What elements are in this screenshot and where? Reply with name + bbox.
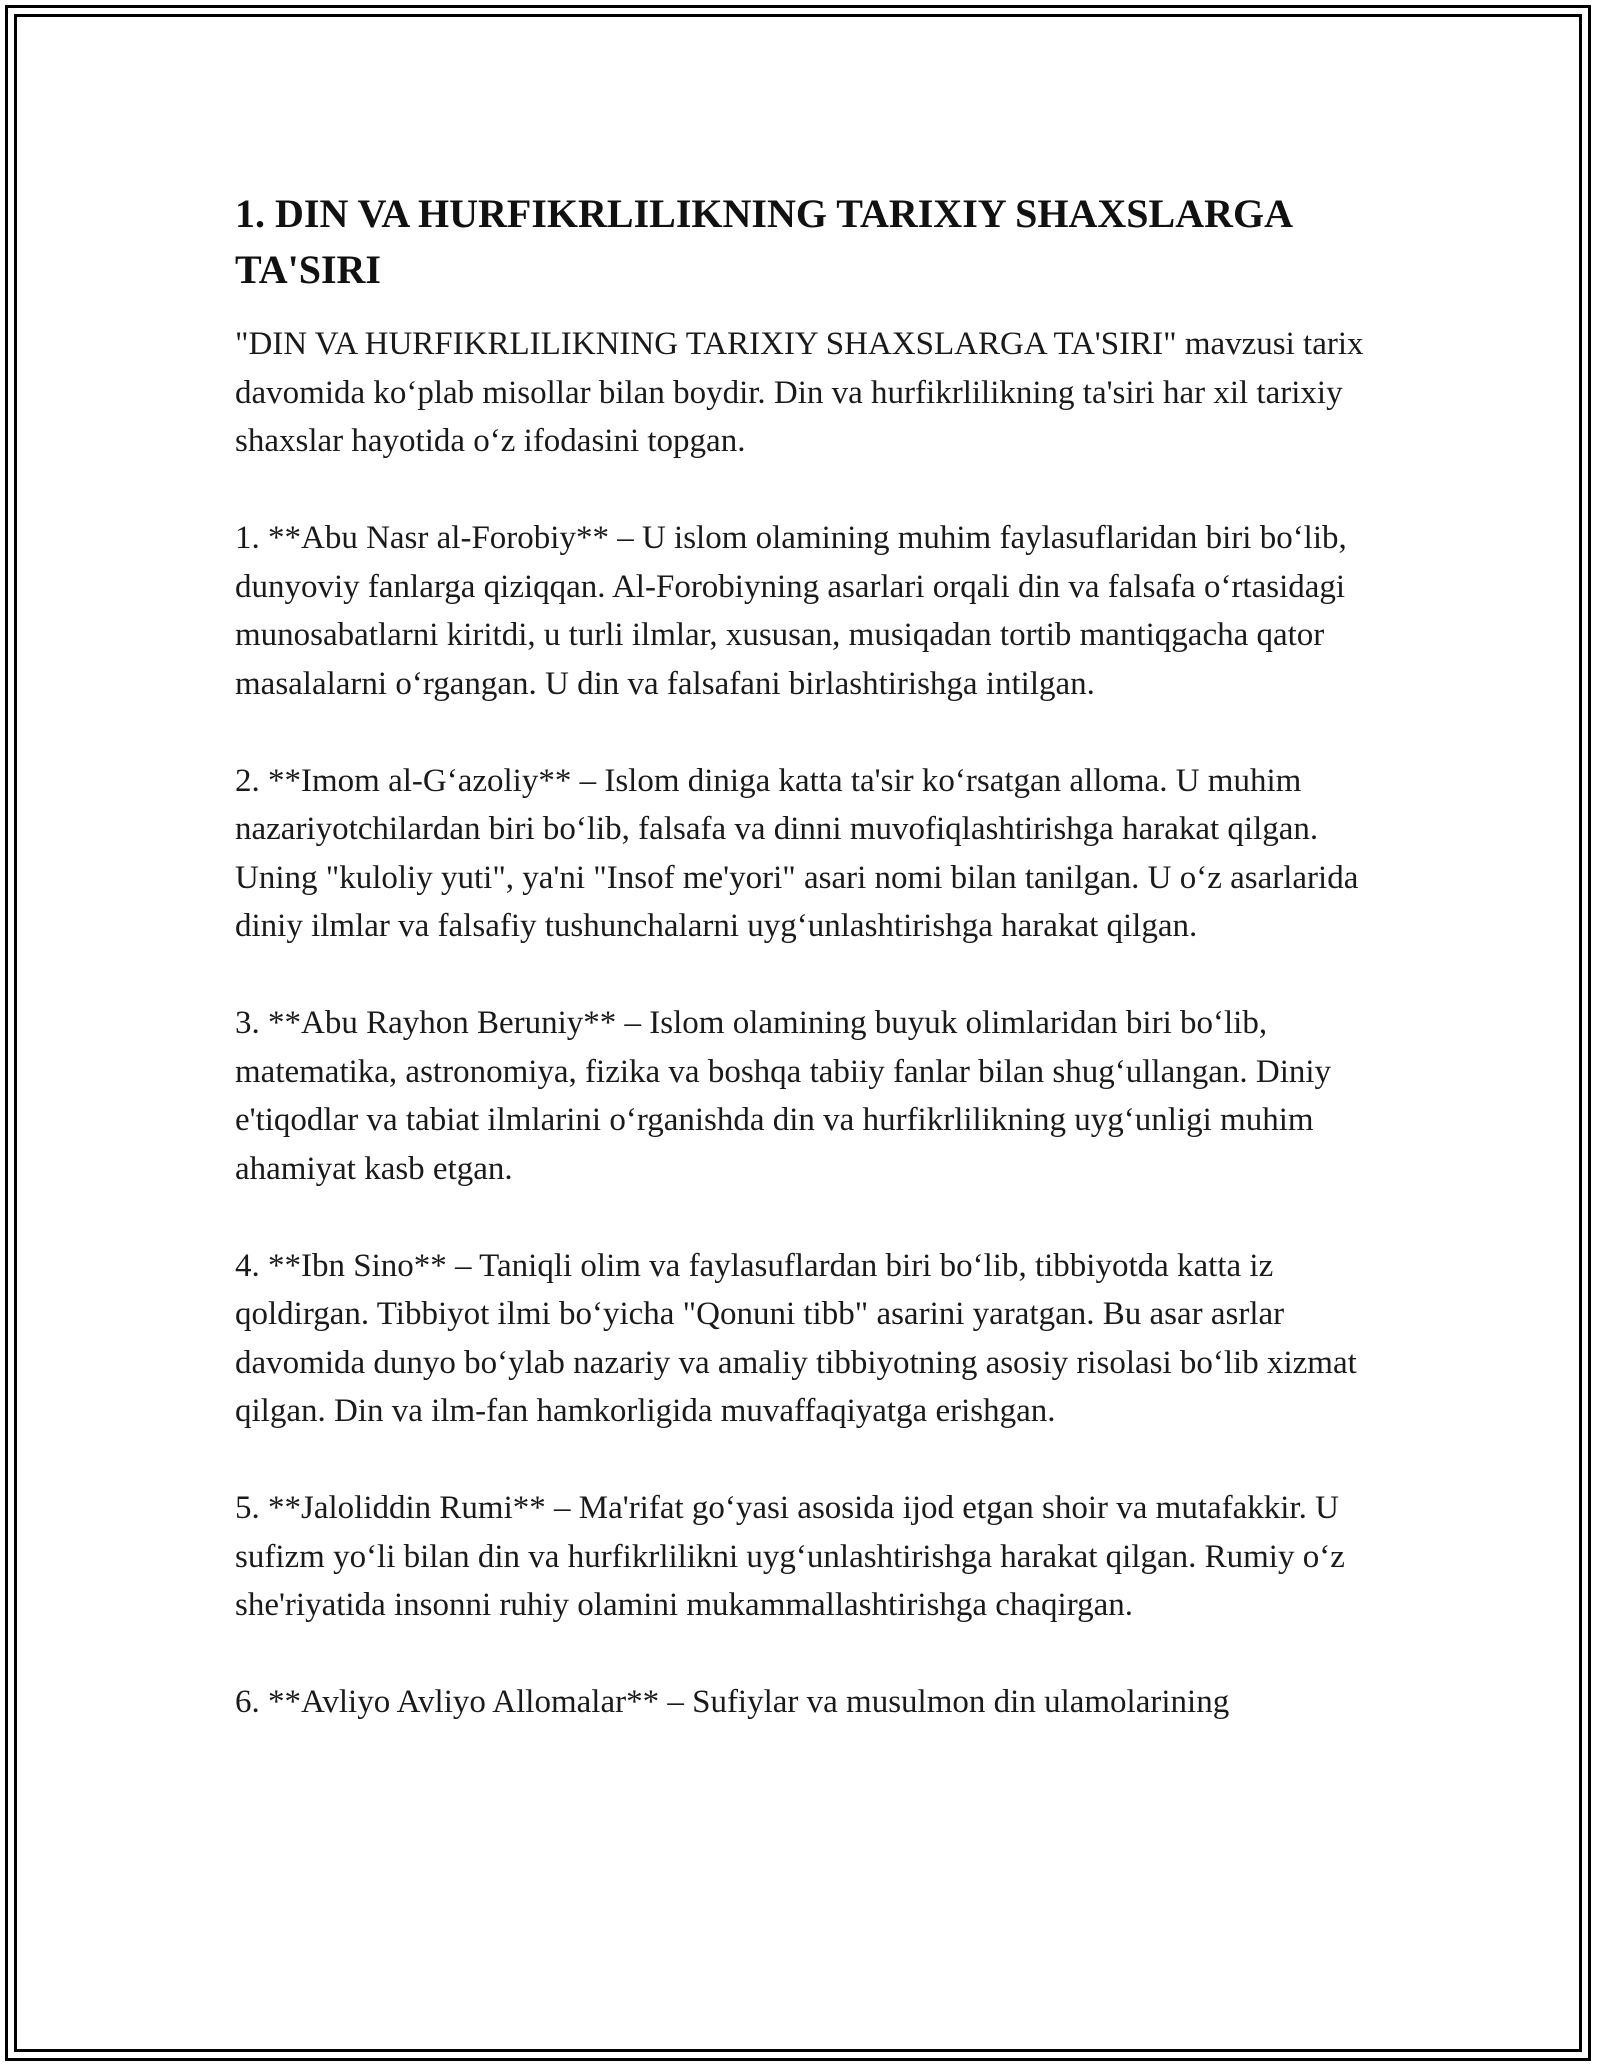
list-item-rumi: 5. **Jaloliddin Rumi** – Ma'rifat goʻyasi asosida ijod etgan shoir va mutafakkir. U sufizm yoʻli bilan din va hurfikrlilikni uygʻunlashtirishga harakat qilgan. Rumiy oʻz she'riyatida insonni ruhiy olamini mukammallashtirishga chaqirgan. — [235, 1490, 1345, 1623]
list-item-beruniy: 3. **Abu Rayhon Beruniy** – Islom olamining buyuk olimlaridan biri boʻlib, matematika, astronomiya, fizika va boshqa tabiiy fanlar bilan shugʻullangan. Diniy e'tiqodlar va tabiat ilmlarini oʻrganishda din va hurfikrlilikning uygʻunligi muhim ahamiyat kasb etgan. — [235, 1005, 1332, 1187]
intro-paragraph: "DIN VA HURFIKRLILIKNING TARIXIY SHAXSLARGA TA'SIRI" mavzusi tarix davomida koʻplab misollar bilan boydir. Din va hurfikrlilikning ta'siri har xil tarixiy shaxslar hayotida oʻz ifodasini topgan. — [235, 326, 1364, 459]
list-item-gazoliy: 2. **Imom al-Gʻazoliy** – Islom diniga katta ta'sir koʻrsatgan alloma. U muhim nazariyotchilardan biri boʻlib, falsafa va dinni muvofiqlashtirishga harakat qilgan. Uning "kuloliy yuti", ya'ni "Insof me'yori" asari nomi bilan tanilgan. U oʻz asarlarida diniy ilmlar va falsafiy tushunchalarni uygʻunlashtirishga harakat qilgan. — [235, 762, 1359, 944]
list-item-ibn-sino: 4. **Ibn Sino** – Taniqli olim va faylasuflardan biri boʻlib, tibbiyotda katta iz qoldirgan. Tibbiyot ilmi boʻyicha "Qonuni tibb" asarini yaratgan. Bu asar asrlar davomida dunyo boʻylab nazariy va amaliy tibbiyotning asosiy risolasi boʻlib xizmat qilgan. Din va ilm-fan hamkorligida muvaffaqiyatga erishgan. — [235, 1247, 1357, 1429]
document-title: 1. DIN VA HURFIKRLILIKNING TARIXIY SHAXSLARGA TA'SIRI — [235, 191, 1291, 292]
list-item-avliyo: 6. **Avliyo Avliyo Allomalar** – Sufiylar va musulmon din ulamolarining — [235, 1684, 1230, 1720]
list-item-forobiy: 1. **Abu Nasr al-Forobiy** – U islom olamining muhim faylasuflaridan biri boʻlib, dunyoviy fanlarga qiziqqan. Al-Forobiyning asarlari orqali din va falsafa oʻrtasidagi munosabatlarni kiritdi, u turli ilmlar, xususan, musiqadan tortib mantiqgacha qator masalalarni oʻrgangan. U din va falsafani birlashtirishga intilgan. — [235, 520, 1347, 702]
document-body — [235, 186, 1375, 1775]
